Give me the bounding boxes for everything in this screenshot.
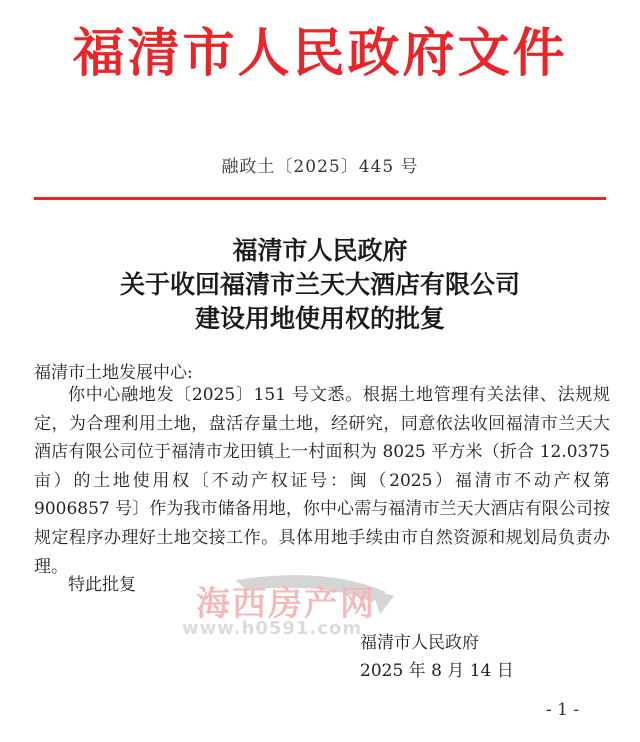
title-line-3: 建设用地使用权的批复 <box>194 304 445 333</box>
signature-organization: 福清市人民政府 <box>360 633 479 653</box>
document-number: 融政土〔2025〕445 号 <box>221 157 419 177</box>
title-line-1: 福清市人民政府 <box>232 236 408 265</box>
red-divider-line <box>34 197 606 200</box>
document-header-title: 福清市人民政府文件 <box>72 23 568 84</box>
closing-remark: 特此批复 <box>68 575 136 595</box>
watermark-name: 海西房产网 <box>196 584 376 624</box>
page-number: - 1 - <box>546 700 580 720</box>
body-paragraph: 你中心融地发〔2025〕151 号文悉。根据土地管理有关法律、法规规定，为合理利用土地，盘活存量土地，经研究，同意依法收回福清市兰天大酒店有限公司位于福清市龙田镇上一村面积为 8025 平方米（折合 12.0375 亩）的土地使用权〔不动产权证号：闽（2025）福清市不动产权第 9006857 号〕作为我市储备用地，你中心需与福清市兰天大酒店有限公司按规定程序办理好土地交接工作。具体用地手续由市自然资源和规划局负责办理。 <box>34 385 610 577</box>
watermark-url: www.h0591.com <box>182 618 363 639</box>
signature-date: 2025 年 8 月 14 日 <box>360 661 514 681</box>
document-title <box>0 234 640 336</box>
addressee: 福清市土地发展中心: <box>34 363 193 383</box>
title-line-2: 关于收回福清市兰天大酒店有限公司 <box>119 270 520 299</box>
